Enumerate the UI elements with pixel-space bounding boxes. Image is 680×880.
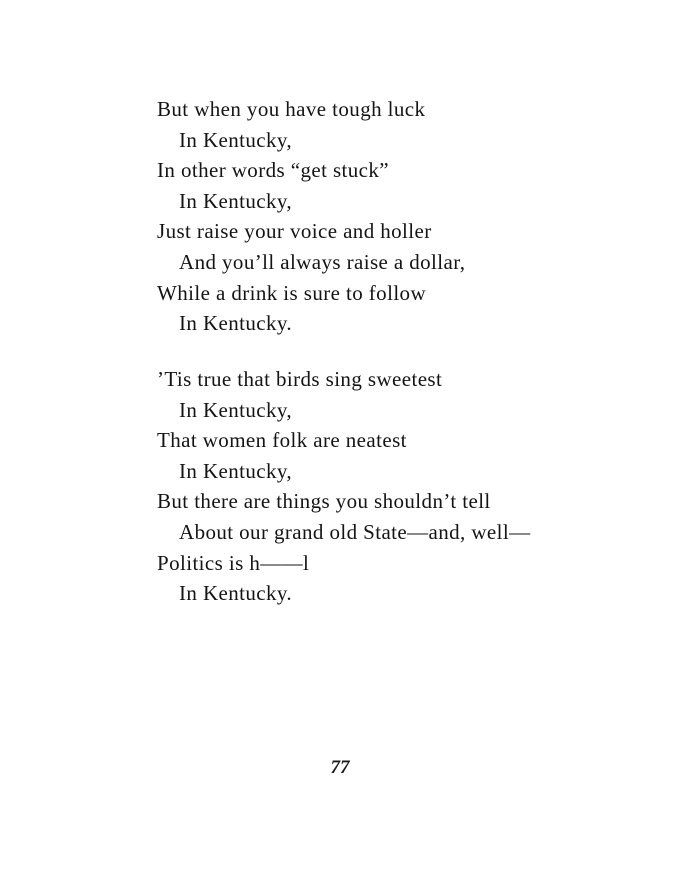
- poem-line: In Kentucky,: [179, 397, 293, 422]
- poem-line: Politics is h——l: [157, 550, 310, 575]
- poem-line: But when you have tough luck: [157, 97, 426, 121]
- poem-line: Just raise your voice and holler: [157, 219, 432, 244]
- poem-line: In Kentucky,: [179, 127, 293, 152]
- poem-line: In Kentucky,: [179, 458, 293, 483]
- poem-line: About our grand old State—and, well—: [179, 519, 531, 544]
- page-number: 77: [330, 757, 350, 778]
- poem-line: In other words “get stuck”: [157, 158, 389, 183]
- poem-line: While a drink is sure to follow: [157, 280, 427, 305]
- poem-line: And you’ll always raise a dollar,: [179, 249, 466, 274]
- poem-line: In Kentucky,: [179, 188, 293, 213]
- poem-line: ’Tis true that birds sing sweetest: [157, 367, 443, 391]
- poem-line: That women folk are neatest: [157, 428, 407, 453]
- poem-line: In Kentucky.: [179, 581, 293, 606]
- poem-stanza-2: [157, 364, 657, 609]
- poem-line: In Kentucky.: [179, 311, 293, 336]
- poem-stanza-1: [157, 94, 657, 339]
- poem-line: But there are things you shouldn’t tell: [157, 489, 491, 514]
